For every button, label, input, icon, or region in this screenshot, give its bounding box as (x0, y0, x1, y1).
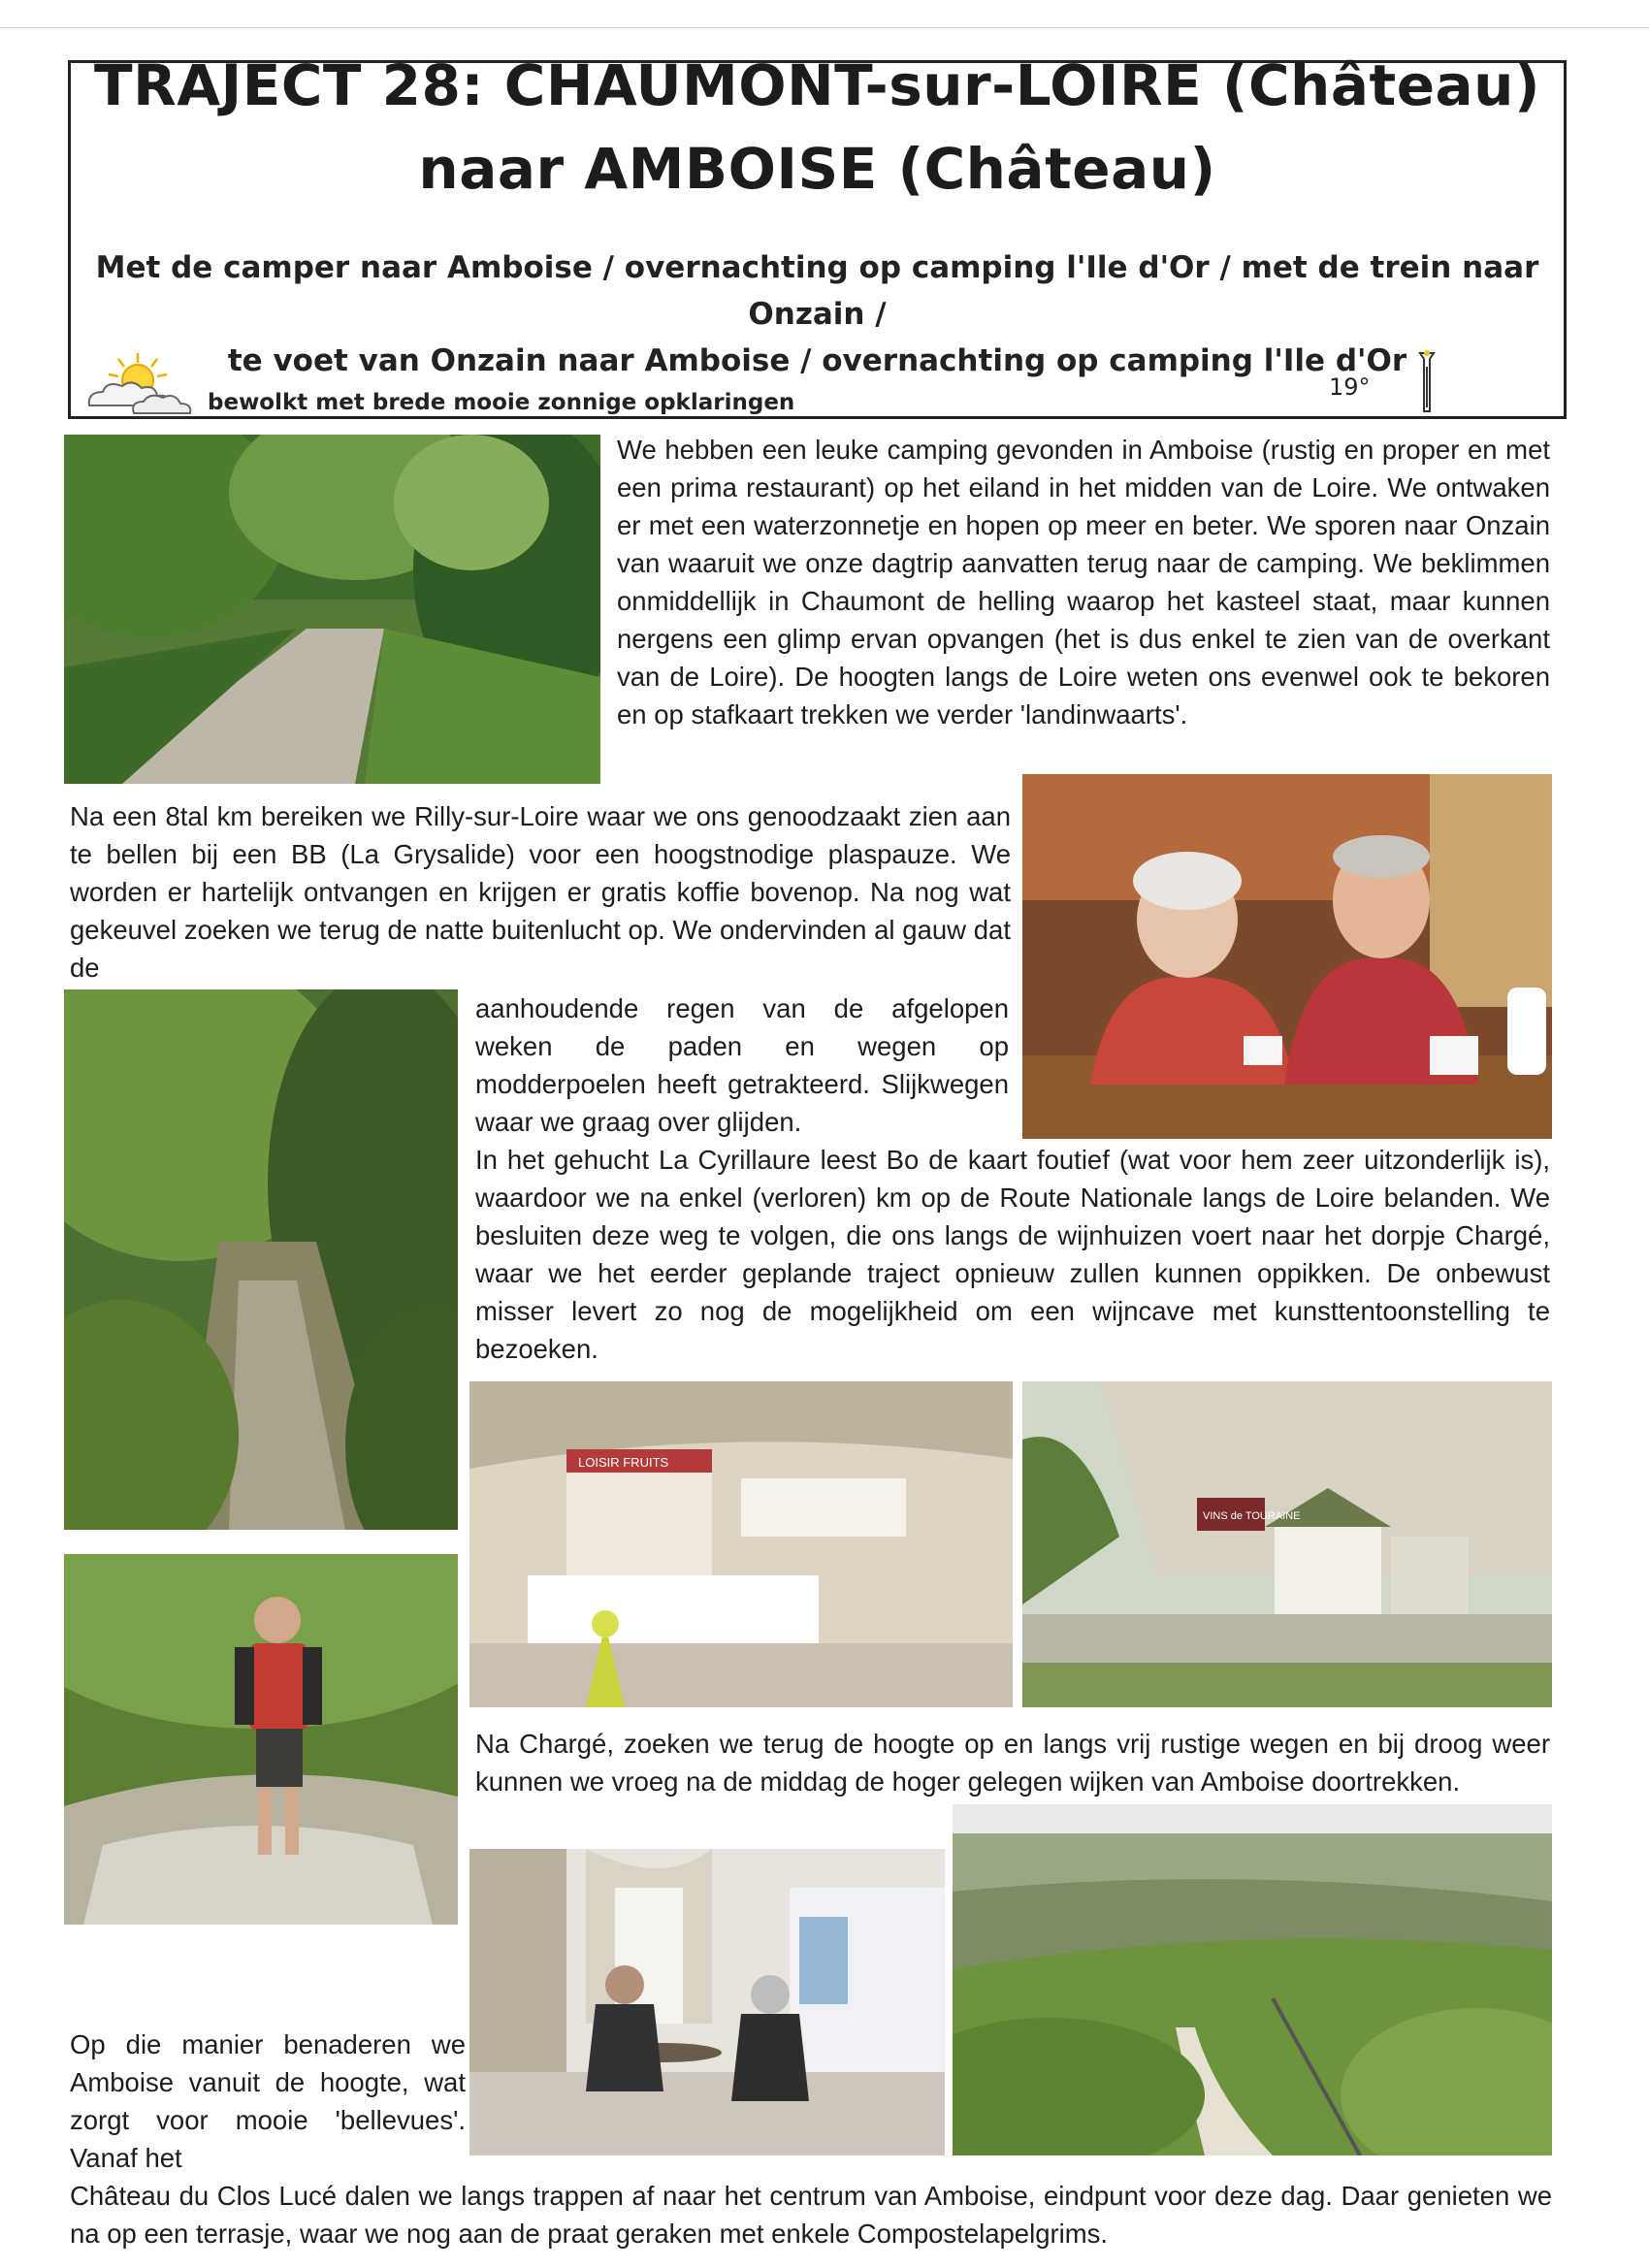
photo-valley-stairs (953, 1804, 1552, 2155)
paragraph-rilly-block (70, 797, 1011, 987)
paragraph-charge: Na Chargé, zoeken we terug de hoogte op en langs vrij rustige wegen en bij droog weer kunnen we vroeg na de middag de hoger gelegen wijken van Amboise doortrekken. (475, 1729, 1550, 1797)
subtitle-line-1: Met de camper naar Amboise / overnachting op camping l'Ile d'Or / met de trein naar Onzain / (95, 250, 1539, 332)
paragraph-bellevues: Op die manier benaderen we Amboise vanuit de hoogte, wat zorgt voor mooie 'bellevues'. Vanaf het (70, 2029, 466, 2173)
paragraph-detour-block (475, 1141, 1550, 1368)
photo-forest-road (64, 435, 600, 784)
cave-sign-text: LOISIR FRUITS (578, 1455, 669, 1470)
paragraph-charge-block (475, 1725, 1550, 1800)
house-sign-text: VINS de TOURAINE (1203, 1510, 1301, 1522)
paragraph-detour: In het gehucht La Cyrillaure leest Bo de kaart foutief (wat voor hem zeer uitzonderlijk is), waardoor we na enkel (verloren) km op de Route Nationale langs de Loire belanden. We besluiten deze weg te volgen, die ons langs de wijnhuizen voert naar het dorpje Chargé, waar we het eerder geplande traject opnieuw zullen kunnen oppikken. De onbewust misser levert zo nog de mogelijkheid om een wijncave met kunsttentoonstelling te bezoeken. (475, 1145, 1550, 1364)
photo-terrace-street (469, 1849, 945, 2155)
sun-behind-clouds-icon (80, 349, 196, 419)
title-line-2: naar AMBOISE (Château) (418, 136, 1216, 202)
subtitle-line-2: te voet van Onzain naar Amboise / overnachting op camping l'Ile d'Or (227, 343, 1407, 378)
paragraph-rilly: Na een 8tal km bereiken we Rilly-sur-Loire waar we ons genoodzaakt zien aan te bellen bij een BB (La Grysalide) voor een hoogstnodige plaspauze. We worden er hartelijk ontvangen en krijgen er gratis koffie bovenop. Na nog wat gekeuvel zoeken we terug de natte buitenlucht op. We ondervinden al gauw dat de (70, 801, 1011, 983)
thermometer-icon (1418, 349, 1436, 415)
page-subtitle (72, 244, 1563, 384)
photo-wine-cave-interior (469, 1381, 1013, 1707)
photo-wine-cave-exterior (1022, 1381, 1552, 1707)
weather-description: bewolkt met brede mooie zonnige opklaringen (208, 390, 795, 415)
photo-hiker-stream (64, 1554, 458, 1925)
photo-couple-coffee (1022, 774, 1552, 1139)
paragraph-mud: aanhoudende regen van de afgelopen weken de paden en wegen op modderpoelen heeft getrakteerd. Slijkwegen waar we graag over glijden. (475, 993, 1009, 1137)
paragraph-intro: We hebben een leuke camping gevonden in Amboise (rustig en proper en met een prima restaurant) op het eiland in het midden van de Loire. We ontwaken er met een waterzonnetje en hopen op meer en beter. We sporen naar Onzain van waaruit we onze dagtrip aanvatten terug naar de camping. We beklimmen onmiddellijk in Chaumont de helling waarop het kasteel staat, maar kunnen nergens een glimp ervan opvangen (het is dus enkel te zien van de overkant van de Loire). De hoogten langs de Loire weten ons evenwel ook te bekoren en op stafkaart trekken we verder 'landinwaarts'. (617, 435, 1550, 729)
temperature: 19° (1329, 373, 1371, 401)
paragraph-closing: Château du Clos Lucé dalen we langs trappen af naar het centrum van Amboise, eindpunt voor deze dag. Daar genieten we na op een terrasje, waar we nog aan de praat geraken met enkele Compostelapelgrims. (70, 2181, 1552, 2249)
title-line-1: TRAJECT 28: CHAUMONT-sur-LOIRE (Château) (94, 52, 1540, 118)
top-rule (0, 27, 1649, 28)
photo-muddy-path (64, 989, 458, 1530)
paragraph-mud-block (475, 989, 1009, 1141)
page-title (68, 50, 1567, 204)
paragraph-closing-block (70, 2177, 1552, 2252)
paragraph-bellevues-block (70, 2025, 466, 2177)
paragraph-intro-block (617, 431, 1550, 733)
